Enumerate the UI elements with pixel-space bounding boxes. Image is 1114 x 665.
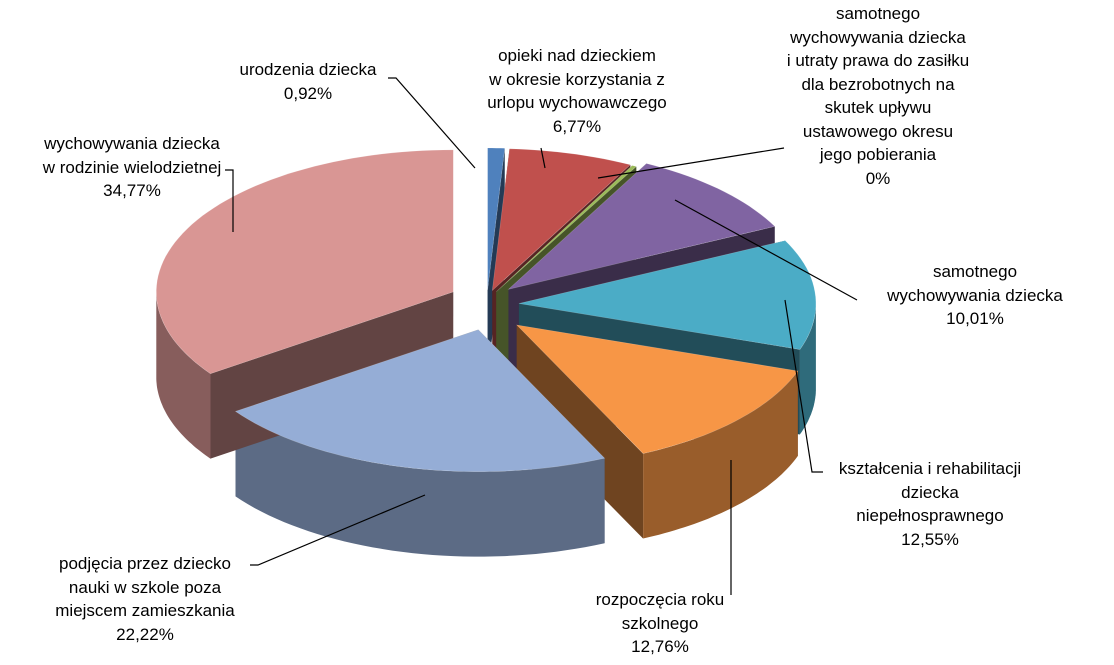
slice-label	[758, 2, 998, 190]
label-line: w rodzinie wielodzietnej	[42, 157, 222, 177]
label-line: samotnego	[835, 4, 921, 23]
slice-label	[218, 58, 398, 105]
label-line: w okresie korzystania z	[489, 69, 665, 89]
label-line: 0%	[865, 168, 891, 188]
label-line: dla bezrobotnych na	[801, 74, 955, 94]
label-line: wychowywania dziecka	[887, 285, 1063, 305]
label-line: wychowywania dziecka	[44, 134, 220, 153]
label-line: opieki nad dzieckiem	[498, 46, 656, 65]
label-line: wychowywania dziecka	[790, 27, 966, 47]
slice-label	[30, 552, 260, 646]
label-line: i utraty prawa do zasiłku	[786, 51, 970, 70]
label-line: jego pobierania	[819, 145, 937, 164]
label-line: niepełnosprawnego	[856, 506, 1004, 525]
label-line: kształcenia i rehabilitacji	[838, 459, 1022, 478]
label-line: 0,92%	[283, 83, 333, 103]
label-line: 12,55%	[901, 529, 959, 549]
label-line: nauki w szkole poza	[68, 577, 222, 597]
label-line: dziecka	[901, 482, 959, 502]
slice-label	[810, 457, 1050, 551]
label-line: 34,77%	[103, 181, 161, 200]
label-line: rozpoczęcia roku	[595, 590, 725, 609]
label-line: ustawowego okresu	[802, 121, 954, 141]
slice-label	[2, 132, 262, 203]
label-line: 22,22%	[116, 624, 174, 644]
label-line: 12,76%	[631, 637, 689, 656]
leader-line	[598, 148, 784, 178]
label-line: skutek upływu	[824, 98, 932, 117]
label-line: urlopu wychowawczego	[487, 93, 667, 112]
label-line: urodzenia dziecka	[239, 60, 377, 79]
label-line: 6,77%	[552, 116, 602, 136]
label-line: 10,01%	[946, 309, 1004, 328]
slice-label	[865, 260, 1085, 331]
label-line: miejscem zamieszkania	[55, 601, 235, 620]
label-line: szkolnego	[621, 613, 699, 633]
slice-label	[462, 44, 692, 138]
label-line: samotnego	[932, 262, 1018, 281]
slice-label	[570, 588, 750, 659]
label-line: podjęcia przez dziecko	[59, 554, 231, 573]
